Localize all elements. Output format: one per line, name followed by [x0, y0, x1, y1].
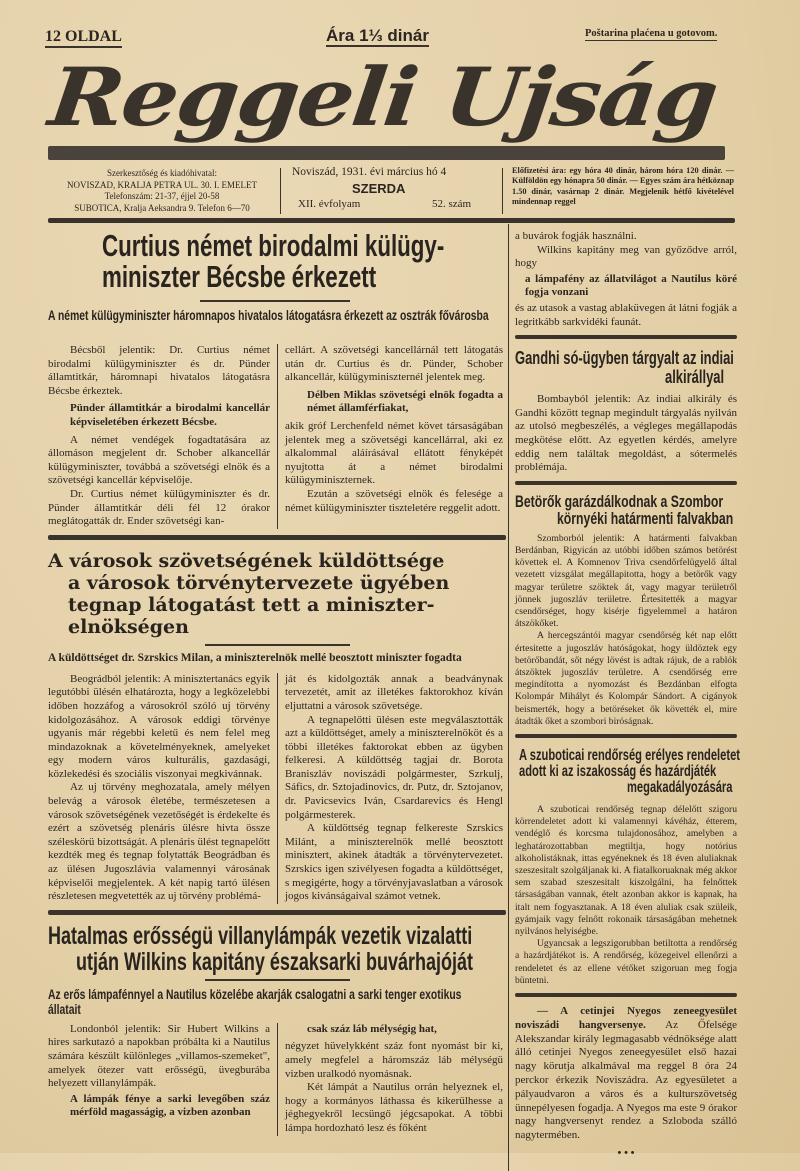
paragraph: A küldöttség tegnap felkereste Szrskics Milánt, a miniszterelnök mellé beosztott minisztert, akinek átadták a törvénytervezetet. Szrskics igen szivélyesen fogadta a küldöttséget, s megigérte, hogy a törvényjavaslatban a városok jogos kivánságaival számot vetnek.	[285, 822, 503, 903]
headline-line: környéki határmenti falvakban	[557, 508, 734, 528]
curtius-columns	[48, 344, 506, 529]
info-line: SUBOTICA, Kralja Aeksandra 9. Telefon 6—70	[74, 202, 250, 213]
section-rule	[515, 993, 737, 997]
curtius-col1	[48, 344, 278, 529]
subscription-info: Előfizetési ára: egy hóra 40 dinár, három hóra 120 dinár. — Külföldön egy hónapra 50 dinár. — Egyes szám ára hétköznap 1.50 dinár, vasárnap 2 dinár. Megjelenik hétfő kivételével mindennap reggel	[512, 166, 734, 206]
paragraph: Londonból jelentik: Sir Hubert Wilkins a hires sarkutazó a napokban próbálta ki a Nautilus számára készült különleges „villamos-szemeket", amelyek ötezer vatt erősségü, üvegburába helyezett villanylámpák.	[48, 1022, 270, 1090]
divider	[502, 168, 503, 214]
divider	[205, 979, 350, 981]
gandhi-headline	[515, 349, 737, 387]
nyegos-article	[515, 1005, 737, 1161]
szubotica-headline	[515, 746, 741, 796]
paragraph-highlight: Délben Miklas szövetségi elnök fogadta a német államférfiakat,	[307, 388, 503, 415]
paragraph: Bombayból jelentik: Az indiai alkirály és Gandhi között tegnap megindult tárgyalás nyilván az utolsó megbeszélés, a végleges megállapodás megkötése előtt. Az egyetlen kérdés, amelyre eddig nem találtak megoldást, a sótermelés problémája.	[515, 393, 737, 474]
curtius-subhead: A német külügyminiszter háromnapos hivatalos látogatásra érkezett az osztrák fővárosba	[48, 307, 489, 323]
curtius-headline	[48, 230, 506, 294]
varosok-subhead: A küldöttséget dr. Szrskics Milan, a miniszterelnök mellé beosztott miniszter fogadta	[48, 651, 462, 664]
paragraph-highlight: csak száz láb mélységig hat,	[307, 1022, 437, 1035]
paragraph: Az uj törvény meghozatala, amely mélyen belevág a városok életébe, természetesen a városok szövetségének vezetőségét is érdekelte és ezért a szövetség plenáris ülésre hivta össze széleskörü bizottságát. A plenáris ülést tegnapelőtt kezdték meg és tegnap folytatták Beográdban és az ülésen Jugoszlávia valamennyi városának képviselői megjelentek. A két napig tartó ülésen részletesen megvetették az uj törvény problémá-	[48, 781, 270, 903]
issue-date: Noviszád, 1931. évi március hó 4	[292, 166, 447, 178]
end-mark: • • •	[617, 1146, 635, 1159]
headline-line: Hatalmas erősségü villanylámpák vezetik vizalatti	[48, 921, 473, 950]
section-rule	[48, 535, 506, 540]
publisher-info	[48, 168, 276, 214]
page-count: 12 OLDAL	[45, 28, 122, 48]
headline-line: A városok szövetségének küldöttsége	[48, 549, 445, 572]
headline-line: A szuboticai rendőrség erélyes rendeletet	[519, 746, 741, 764]
paragraph: Ezután a szövetségi elnök és felesége a német külügyminiszter tiszteletére reggelit adott.	[285, 487, 503, 514]
issue-number: 52. szám	[432, 198, 472, 210]
headline-line: elnökségen	[68, 615, 189, 638]
paragraph	[515, 1005, 737, 1143]
paragraph: Bécsből jelentik: Dr. Curtius német birodalmi külügyminiszter és dr. Pünder államtitkár, háromnapi hivatalos látogatásra Bécsbe érkeztek.	[48, 344, 270, 397]
section-rule	[515, 335, 737, 339]
wilkins-continuation	[515, 224, 737, 329]
headline-line: Betörők garázdálkodnak a Szombor	[515, 491, 724, 511]
paragraph-highlight: Pünder államtitkár a birodalmi kancellár képviseletében érkezett Bécsbe.	[70, 402, 270, 428]
left-column	[48, 230, 506, 1136]
paragraph-highlight: a lámpafény az állatvilágot a Nautilus köré fogja vonzani	[525, 272, 737, 299]
headline-line: a városok törvénytervezete ügyében	[68, 571, 450, 594]
paragraph: A német vendégek fogadtatására az állomáson megjelent dr. Schober alkancellár külügyminiszter, továbbá a szövetségi elnök és a szövetségi kancellár képviselője.	[48, 433, 270, 487]
masthead-title: Reggeli Ujság	[44, 50, 722, 144]
paragraph: cellárt. A szövetségi kancellárnál tett látogatás után dr. Curtius és dr. Pünder, Schober alkancellár, külügyminiszternél jelentek meg.	[285, 344, 503, 384]
section-rule	[48, 910, 506, 915]
section-rule	[515, 734, 737, 738]
varosok-columns	[48, 673, 506, 904]
headline-line: tegnap látogatást tett a miniszter-	[68, 593, 435, 616]
headline-line: Gandhi só-ügyben tárgyalt az indiai	[515, 348, 734, 369]
info-line: Telefonszám: 21-37, éjjel 20-58	[104, 191, 220, 201]
divider	[200, 300, 350, 302]
price: Ára 1⅓ dinár	[326, 26, 429, 45]
paragraph: akik gróf Lerchenfeld német követ társaságában jelentek meg a szövetségi kancellárral, aki ez alkalommal aláírásával ellátott fényképét nyujtotta át a német birodalmi külügyminiszternek.	[285, 419, 503, 487]
section-rule	[515, 481, 737, 485]
paragraph: a buvárok fogják használni.	[515, 230, 637, 242]
divider	[280, 168, 281, 214]
headline-line: megakadályozására	[627, 778, 733, 796]
masthead-bar	[48, 146, 725, 160]
info-line: NOVISZAD, KRALJA PETRA UL. 30. I. EMELET	[67, 179, 257, 190]
paragraph-highlight: A lámpák fénye a sarki levegőben száz mérföld magasságig, a vizben azonban	[70, 1092, 270, 1119]
betorok-body	[515, 533, 737, 728]
varosok-col2	[278, 673, 503, 904]
paragraph: ját és kidolgozták annak a beadványnak tervezetét, amit az illetékes faktorokhoz kíván eljuttatni a városok szövetsége.	[285, 672, 503, 712]
wilkins-col1	[48, 1023, 278, 1136]
headline-line: alkirállyal	[665, 367, 725, 388]
paragraph: Szomborból jelentik: A határmenti falvakban Berdánban, Rigyicán az utóbbi időben számos betörést követtek el. A Komnenov Triva csendőrfelügyelő által vezetett vizsgálat megállapitotta, hogy a betörők vagy magyar területre szöktek át, vagy magyar területről jönnek jugoszláv területre. Értesitették a magyar csendőrséget, hogy kisérje figyelemmel a határon átszökőket.	[515, 532, 737, 630]
paragraph: négyzet hüvelykként száz font nyomást bir ki, amely megfelel a háromszáz láb mélységü vizben uralkodó nyomásnak.	[285, 1040, 503, 1080]
paragraph: Dr. Curtius német külügyminiszter és dr. Pünder államtitkár déli fél 12 órakor meglátogatták dr. Ender szövetségi kan-	[48, 487, 270, 528]
szubotica-body	[515, 804, 737, 987]
weekday: SZERDA	[352, 181, 406, 196]
postage-note: Poštarina plaćena u gotovom.	[585, 28, 718, 39]
nyegos-body: Az Őfelsége Alekszandar király legmagasabb védnöksége alatt álló cetinjei Nyegos zeneegyesület első hazai nagy körutja alkalmával ma reggel 8 óra 24 perckor érkezik Noviszádra. Az egyesületet a pályaudvaron a város és a kulturszövetség ünnepélyesen fogadja. A Nyegos ma este 9 órakor nagy hangversenyt rendez a Szloboda szálló nagytermében.	[515, 1018, 737, 1142]
headline-line: Curtius német birodalmi külügy-	[102, 228, 445, 263]
info-line: Szerkesztőség és kiadóhivatal:	[107, 168, 217, 178]
paragraph: és az utasok a vastag ablaküvegen át látni fogják a legritkább sarkvidéki faunát.	[515, 301, 737, 328]
wilkins-headline	[48, 923, 506, 975]
betorok-headline	[515, 493, 737, 527]
paragraph: Két lámpát a Nautilus orrán helyeznek el, hogy a kormányos láthassa és kikerülhesse a jéghegyekről lecsüngő jégcsapokat. A többi lámpa hordozható lesz és főként	[285, 1081, 503, 1134]
wilkins-columns	[48, 1023, 506, 1136]
headline-line: miniszter Bécsbe érkezett	[102, 259, 377, 294]
wilkins-col2	[278, 1023, 503, 1136]
varosok-col1	[48, 673, 278, 904]
headline-line: adott ki az iszakosság és hazárdjáték	[519, 762, 717, 780]
volume: XII. évfolyam	[298, 198, 361, 210]
divider	[205, 644, 350, 646]
paragraph: A szuboticai rendőrség tegnap délelőtt szigoru körrendeletet adott ki valamennyi kávéház, étterem, vendéglő és korcsma tulajdonosához, amelyben a leghatározottabban megtiltja, hogy notórius alkoholistáknak, ittas egyéneknek és 18 éven aluliaknak szeszesitalt szolgáljanak ki. A fiatalkoruaknak még akkor sem szabad szeszesitalt kiszolgálni, ha felnőttek társaságában vannak, ételt azonban akkor is kapnak, ha italt nem fogyasztanak. A 18 éven aluliak csak szüleik, gyámjaik vagy felnőtt rokonaik társaságában mehetnek nyilvános helyiségbe.	[515, 803, 737, 937]
right-column	[508, 224, 741, 1171]
paragraph: A hercegszántói magyar csendőrség két nap előtt értesitette a jugoszláv hatóságokat, hogy üldöztek egy betörőbandát, sőt négy lövést is adtak rájuk, de a rablók átszöktek jugoszláv területre. A csendőrség erre megindította a nyomozást és Bezdánban elfogta Kolompár Mihályt és Kolompár Sándort. A cigányok beismerték, hogy a betöréseket ők követték el, mire átadták őket a szombori biróságnak.	[515, 630, 737, 727]
curtius-col2	[278, 344, 503, 529]
headline-line: utján Wilkins kapitány északsarki buvárhajóját	[76, 947, 473, 976]
varosok-headline	[48, 550, 506, 638]
nyegos-lead: — A cetinjei Nyegos zeneegyesület noviszádi hangversenye.	[515, 1005, 737, 1031]
paragraph: Wilkins kapitány meg van győződve arról, hogy	[515, 243, 737, 270]
paragraph: Beográdból jelentik: A minisztertanács egyik legutóbbi ülésén elhatározta, hogy a legközelebbi időben hozzáfog a városokról szóló uj törvény kidolgozásához. A városok eddigi törvénye ugyanis már régebbi keletű és nem felel meg mindazoknak a követelményeknek, amelyeket egy modern város kulturális, gazdasági, közlekedési és szociális viszonyai megkivánnak.	[48, 672, 270, 780]
header-rule	[48, 218, 735, 223]
paragraph: Ugyancsak a legszigorubban betiltotta a rendőrség a hazárdjátékot is. A rendőrség, közegeivel ellenőrzi a rendeletet és az ellene vétőket szigoruan meg fogja büntetni.	[515, 938, 737, 986]
paragraph: A tegnapelőtti ülésen este megválasztották azt a küldöttséget, amely a miniszterelnököt és a többi illetékes faktorokat ebben az ügyben felkeresi. A küldöttség tagjai dr. Borota Braniszláv noviszádi polgármester, Szrkulj, Sáfics, dr. Sztojadinovics, dr. Putz, dr. Sztojanov, dr. Pavicsevics Iván, Csardarevics és Hengl polgármesterek.	[285, 713, 503, 821]
wilkins-subhead: Az erős lámpafénnyel a Nautilus közelébe akarják csalogatni a sarki tenger exotikus állatait	[48, 985, 462, 1017]
gandhi-body	[515, 393, 737, 475]
